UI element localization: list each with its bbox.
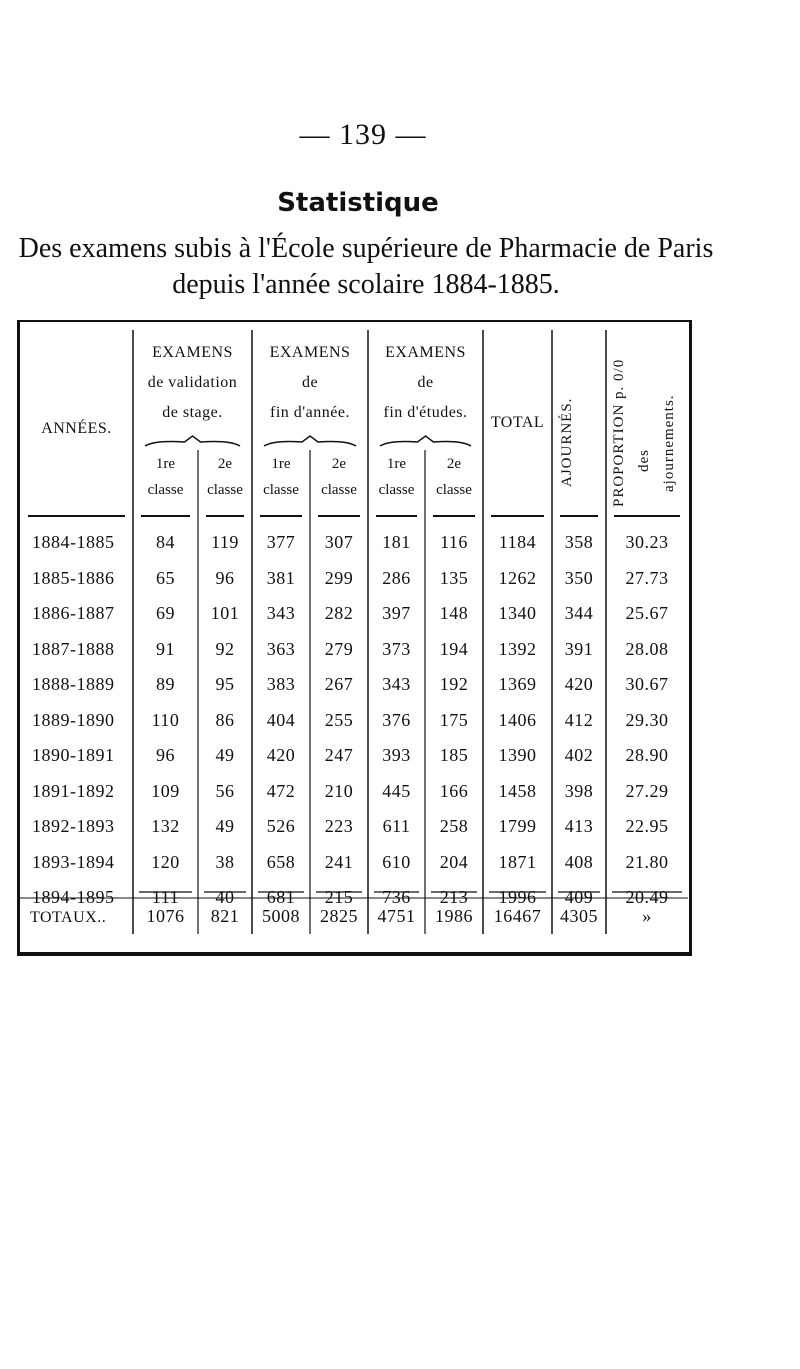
row-year: 1890-1891 xyxy=(32,745,115,765)
row-proportion: 29.30 xyxy=(625,709,669,730)
row-ajournes: 409 xyxy=(564,887,594,907)
row-v1: 110 xyxy=(151,709,180,730)
row-proportion: 27.29 xyxy=(625,780,669,801)
row-a2: 307 xyxy=(324,532,354,552)
row-a1: 681 xyxy=(266,887,296,907)
totals-a1: 5008 xyxy=(262,906,300,926)
header-classe1-word: classe xyxy=(263,482,299,498)
brace-fin-etudes xyxy=(380,436,471,446)
header-group3-line-0: EXAMENS xyxy=(385,344,466,361)
row-e2: 213 xyxy=(439,887,469,907)
row-e2: 116 xyxy=(440,532,468,552)
row-year: 1894-1895 xyxy=(32,887,115,907)
row-v1: 109 xyxy=(151,780,180,801)
row-e2: 148 xyxy=(439,603,469,623)
row-ajournes: 413 xyxy=(564,816,594,836)
row-ajournes: 402 xyxy=(564,745,594,765)
row-ajournes: 358 xyxy=(564,532,594,552)
row-e2: 135 xyxy=(439,567,469,588)
row-e2: 185 xyxy=(439,745,469,765)
row-e1: 286 xyxy=(382,567,411,588)
row-ajournes: 350 xyxy=(564,567,594,588)
row-a2: 215 xyxy=(324,887,354,907)
row-v1: 111 xyxy=(151,887,180,907)
brace-fin-annee xyxy=(264,436,356,446)
row-e1: 343 xyxy=(382,674,411,694)
page-number: — 139 — xyxy=(299,118,427,151)
header-total: TOTAL xyxy=(490,414,545,431)
header-group3-line-2: fin d'études. xyxy=(383,404,468,421)
header-annees: ANNÉES. xyxy=(41,420,112,437)
header-classe2-word: classe xyxy=(436,482,472,498)
header-ajournes: AJOURNÉS. xyxy=(559,397,575,487)
header-proportion-line-1: des xyxy=(636,449,652,472)
row-proportion: 22.95 xyxy=(625,816,669,836)
row-v1: 91 xyxy=(156,638,175,659)
row-proportion: 28.08 xyxy=(625,638,669,659)
row-e1: 736 xyxy=(382,887,411,907)
header-classe2-ordinal: 2e xyxy=(446,456,462,472)
row-v1: 120 xyxy=(151,851,180,872)
row-v2: 40 xyxy=(215,887,235,907)
header-classe1-ordinal: 1re xyxy=(155,456,176,472)
header-proportion-line-2: ajournements. xyxy=(661,394,677,492)
row-e2: 166 xyxy=(439,780,469,801)
row-a1: 363 xyxy=(266,638,296,659)
row-v1: 65 xyxy=(156,567,175,588)
row-v2: 86 xyxy=(215,709,235,730)
row-total: 1406 xyxy=(498,709,537,730)
page-title: Statistique xyxy=(277,188,439,218)
row-v2: 119 xyxy=(211,532,239,552)
totals-proportion: » xyxy=(642,906,652,926)
header-classe2-word: classe xyxy=(207,482,243,498)
row-a1: 420 xyxy=(266,745,296,765)
row-a2: 210 xyxy=(324,780,354,801)
brace-validation xyxy=(145,436,240,446)
row-year: 1892-1893 xyxy=(32,816,115,836)
header-classe2-word: classe xyxy=(321,482,357,498)
row-year: 1889-1890 xyxy=(32,709,115,730)
row-total: 1369 xyxy=(498,674,537,694)
row-v2: 96 xyxy=(215,567,235,588)
totals-label: TOTAUX.. xyxy=(30,909,107,926)
row-v2: 49 xyxy=(215,745,235,765)
row-v2: 95 xyxy=(215,674,235,694)
row-total: 1392 xyxy=(498,638,537,659)
row-total: 1184 xyxy=(498,532,537,552)
row-proportion: 20.49 xyxy=(625,887,669,907)
row-v2: 56 xyxy=(215,780,235,801)
row-a1: 343 xyxy=(266,603,296,623)
row-year: 1893-1894 xyxy=(32,851,115,872)
row-v1: 84 xyxy=(156,532,175,552)
row-v2: 92 xyxy=(215,638,235,659)
row-v1: 89 xyxy=(156,674,175,694)
row-v2: 38 xyxy=(215,851,235,872)
header-group2-line-2: fin d'année. xyxy=(270,404,350,421)
row-total: 1996 xyxy=(498,887,537,907)
row-ajournes: 398 xyxy=(564,780,594,801)
row-total: 1799 xyxy=(498,816,537,836)
row-e1: 181 xyxy=(382,532,411,552)
row-a1: 472 xyxy=(266,780,296,801)
row-e1: 610 xyxy=(382,851,411,872)
row-proportion: 30.23 xyxy=(625,532,669,552)
row-v1: 132 xyxy=(151,816,180,836)
row-a1: 377 xyxy=(266,532,296,552)
row-year: 1888-1889 xyxy=(32,674,115,694)
row-a2: 279 xyxy=(324,638,354,659)
row-v2: 49 xyxy=(215,816,235,836)
row-year: 1885-1886 xyxy=(32,567,115,588)
totals-total: 16467 xyxy=(493,906,542,926)
row-ajournes: 408 xyxy=(564,851,594,872)
row-a2: 282 xyxy=(324,603,354,623)
row-ajournes: 344 xyxy=(564,603,594,623)
row-year: 1886-1887 xyxy=(32,603,115,623)
totals-e2: 1986 xyxy=(435,906,473,926)
row-year: 1887-1888 xyxy=(32,638,115,659)
header-classe1-ordinal: 1re xyxy=(386,456,407,472)
row-proportion: 27.73 xyxy=(625,567,669,588)
row-year: 1884-1885 xyxy=(32,532,115,552)
header-group1-line-0: EXAMENS xyxy=(152,344,233,361)
header-group1-line-2: de stage. xyxy=(162,404,223,421)
row-a2: 267 xyxy=(324,674,354,694)
header-classe1-ordinal: 1re xyxy=(271,456,291,472)
row-e1: 397 xyxy=(382,603,411,623)
row-total: 1262 xyxy=(498,567,537,588)
row-e1: 376 xyxy=(382,709,411,730)
row-a1: 658 xyxy=(266,851,296,872)
row-e1: 611 xyxy=(382,816,411,836)
row-e2: 175 xyxy=(439,709,469,730)
totals-v2: 821 xyxy=(210,906,240,926)
row-proportion: 25.67 xyxy=(625,603,669,623)
row-ajournes: 420 xyxy=(564,674,594,694)
header-classe1-word: classe xyxy=(147,482,184,498)
row-total: 1871 xyxy=(498,851,537,872)
totals-v1: 1076 xyxy=(146,906,185,926)
row-e2: 192 xyxy=(439,674,469,694)
row-a1: 383 xyxy=(266,674,296,694)
subtitle-line-2: depuis l'année scolaire 1884-1885. xyxy=(172,269,560,300)
row-v2: 101 xyxy=(210,603,240,623)
row-a2: 299 xyxy=(324,567,354,588)
row-a2: 255 xyxy=(324,709,354,730)
row-a1: 404 xyxy=(266,709,296,730)
header-classe1-word: classe xyxy=(378,482,415,498)
row-total: 1390 xyxy=(498,745,537,765)
totals-e1: 4751 xyxy=(377,906,416,926)
totals-ajournes: 4305 xyxy=(560,906,598,926)
row-e1: 373 xyxy=(382,638,411,659)
row-proportion: 21.80 xyxy=(625,851,669,872)
row-v1: 96 xyxy=(156,745,175,765)
row-ajournes: 391 xyxy=(564,638,594,659)
row-a1: 381 xyxy=(266,567,296,588)
row-e1: 393 xyxy=(382,745,411,765)
row-total: 1458 xyxy=(498,780,537,801)
statistics-table xyxy=(17,320,692,956)
row-year: 1891-1892 xyxy=(32,780,115,801)
row-proportion: 28.90 xyxy=(625,745,669,765)
row-total: 1340 xyxy=(498,603,537,623)
header-group2-line-1: de xyxy=(301,374,319,391)
row-a2: 241 xyxy=(324,851,354,872)
row-e2: 204 xyxy=(439,851,469,872)
row-a1: 526 xyxy=(266,816,296,836)
header-classe2-ordinal: 2e xyxy=(217,456,233,472)
row-e2: 194 xyxy=(439,638,469,659)
header-group2-line-0: EXAMENS xyxy=(269,344,351,361)
header-proportion-line-0: PROPORTION p. 0/0 xyxy=(611,358,627,507)
header-group1-line-1: de validation xyxy=(147,374,238,391)
row-proportion: 30.67 xyxy=(625,674,669,694)
subtitle-line-1: Des examens subis à l'École supérieure de Pharmacie de Paris xyxy=(18,233,714,264)
totals-a2: 2825 xyxy=(320,906,358,926)
header-group3-line-1: de xyxy=(417,374,434,391)
row-ajournes: 412 xyxy=(564,709,594,730)
row-e2: 258 xyxy=(439,816,469,836)
row-a2: 247 xyxy=(324,745,354,765)
row-a2: 223 xyxy=(324,816,354,836)
header-classe2-ordinal: 2e xyxy=(331,456,347,472)
row-e1: 445 xyxy=(382,780,411,801)
row-v1: 69 xyxy=(156,603,175,623)
